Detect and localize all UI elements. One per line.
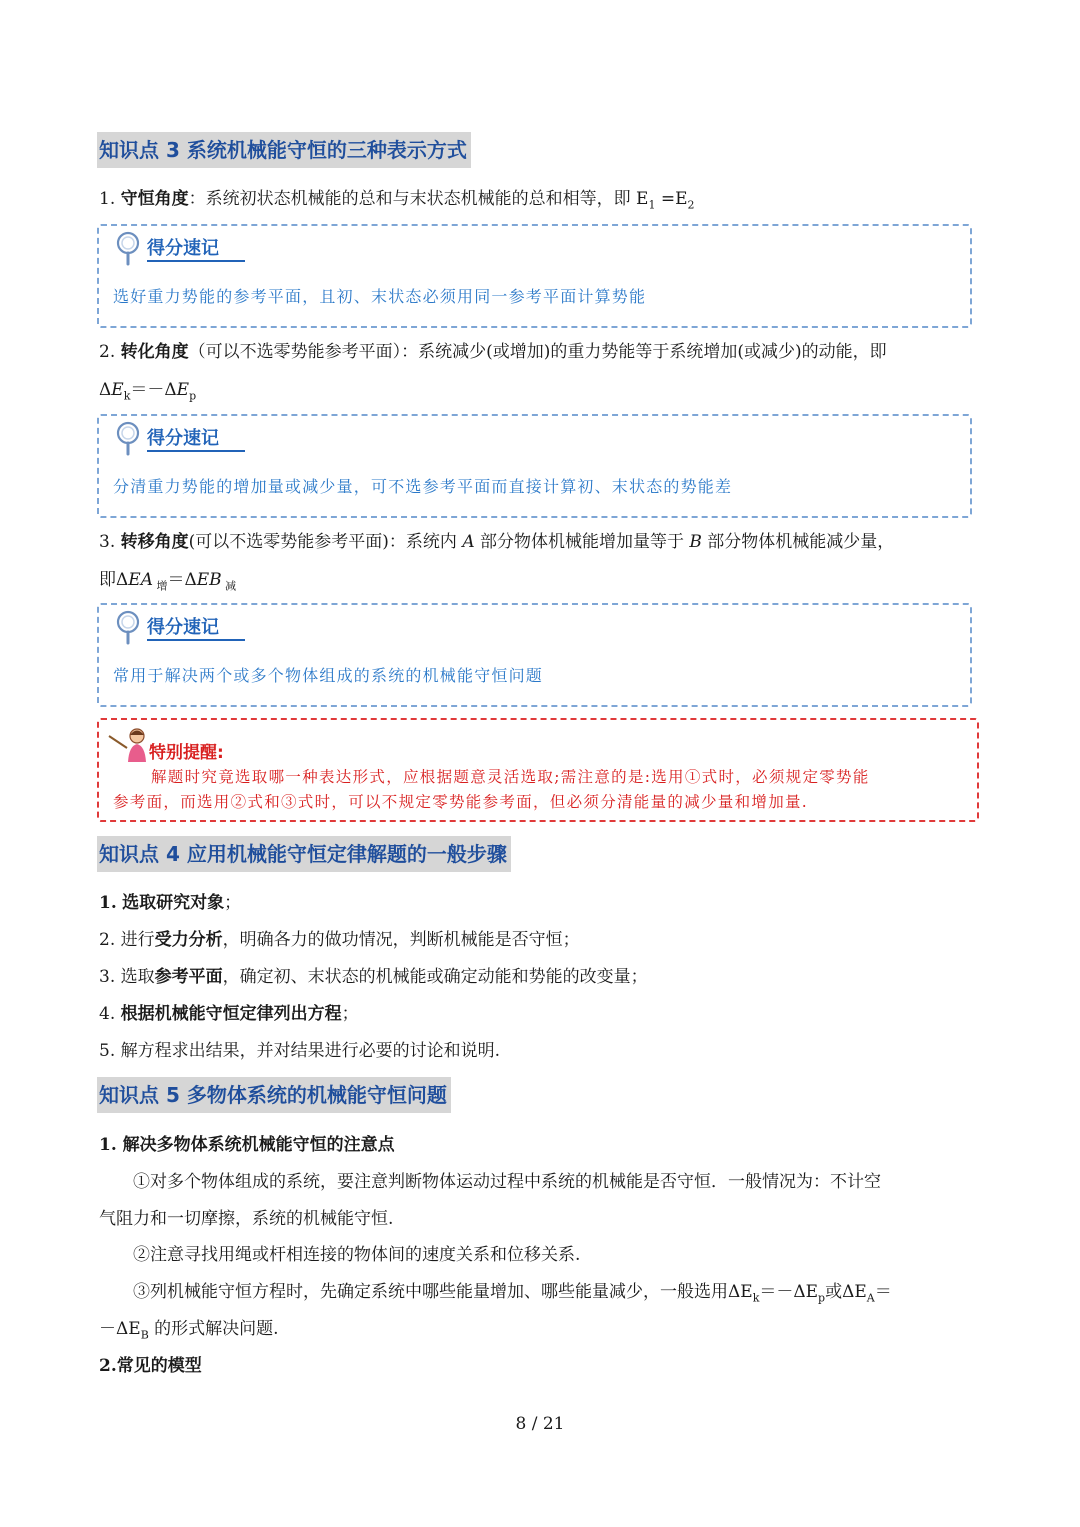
step-2: 2. 进行受力分析，明确各力的做功情况，判断机械能是否守恒； — [99, 930, 580, 950]
magnifier-icon — [115, 420, 143, 456]
warning-text-line-2: 参考面，而选用②式和③式时，可以不规定零势能参考面，但必须分清能量的减少量和增加量. — [113, 793, 809, 811]
tip-label: 得分速记 — [147, 238, 245, 262]
subheading-1: 1. 解决多物体系统机械能守恒的注意点 — [99, 1135, 395, 1155]
paragraph-1b: 气阻力和一切摩擦，系统的机械能守恒. — [99, 1209, 394, 1229]
tip-box-2 — [97, 414, 972, 518]
section-3-title: 知识点 3 系统机械能守恒的三种表示方式 — [97, 132, 471, 168]
item-1: 1. 守恒角度：系统初状态机械能的总和与末状态机械能的总和相等，即 $E_1 =E_2$ — [99, 189, 695, 212]
magnifier-icon — [115, 230, 143, 266]
section-4-title: 知识点 4 应用机械能守恒定律解题的一般步骤 — [97, 836, 511, 872]
item-2: 2. 转化角度（可以不选零势能参考平面）：系统减少(或增加)的重力势能等于系统增加(或减少)的动能，即 — [99, 342, 887, 362]
warning-title: 特别提醒: — [149, 743, 224, 763]
item-1-label: 守恒角度 — [120, 189, 189, 209]
tip-box-1 — [97, 224, 972, 328]
warning-text-line-1: 解题时究竟选取哪一种表达形式，应根据题意灵活选取;需注意的是:选用①式时，必须规定零势能 — [151, 768, 870, 786]
item-3: 3. 转移角度(可以不选零势能参考平面)：系统内 A 部分物体机械能增加量等于 B 部分物体机械能减少量， — [99, 532, 895, 552]
warning-box — [97, 718, 979, 822]
item-2-label: 转化角度 — [120, 342, 189, 362]
item-3-label: 转移角度 — [120, 532, 189, 552]
section-5-title: 知识点 5 多物体系统的机械能守恒问题 — [97, 1077, 451, 1113]
page-number: 8 / 21 — [515, 1414, 565, 1434]
tip-header — [115, 420, 255, 454]
tip-header — [115, 609, 255, 643]
tip-label: 得分速记 — [147, 428, 245, 452]
item-3-formula: 即ΔEA $_增$＝ΔEB $_减$ — [99, 570, 237, 593]
paragraph-3b: $-\Delta E_B$ 的形式解决问题. — [99, 1319, 279, 1342]
item-2-formula: $\Delta E_k=-\Delta E_p$ — [99, 380, 197, 403]
paragraph-2: ②注意寻找用绳或杆相连接的物体间的速度关系和位移关系. — [133, 1245, 581, 1265]
magnifier-icon — [115, 609, 143, 645]
tip-text: 选好重力势能的参考平面，且初、末状态必须用同一参考平面计算势能 — [113, 287, 647, 306]
teacher-pointer-icon — [107, 726, 149, 764]
tip-box-3 — [97, 603, 972, 707]
tip-header — [115, 230, 255, 264]
tip-text: 分清重力势能的增加量或减少量，可不选参考平面而直接计算初、末状态的势能差 — [113, 477, 733, 496]
tip-label: 得分速记 — [147, 617, 245, 641]
paragraph-1a: ①对多个物体组成的系统，要注意判断物体运动过程中系统的机械能是否守恒．一般情况为：不计空 — [133, 1172, 881, 1192]
subheading-2: 2.常见的模型 — [99, 1356, 202, 1376]
step-1: 1. 选取研究对象； — [99, 893, 242, 913]
tip-text: 常用于解决两个或多个物体组成的系统的机械能守恒问题 — [113, 666, 544, 685]
step-3: 3. 选取参考平面，确定初、末状态的机械能或确定动能和势能的改变量； — [99, 967, 648, 987]
step-4: 4. 根据机械能守恒定律列出方程； — [99, 1004, 359, 1024]
step-5: 5. 解方程求出结果，并对结果进行必要的讨论和说明. — [99, 1041, 501, 1061]
paragraph-3a: ③列机械能守恒方程时，先确定系统中哪些能量增加、哪些能量减少，一般选用$\Delta E_k=-\Delta E_p$或$\Delta E_A=$ — [133, 1282, 892, 1305]
